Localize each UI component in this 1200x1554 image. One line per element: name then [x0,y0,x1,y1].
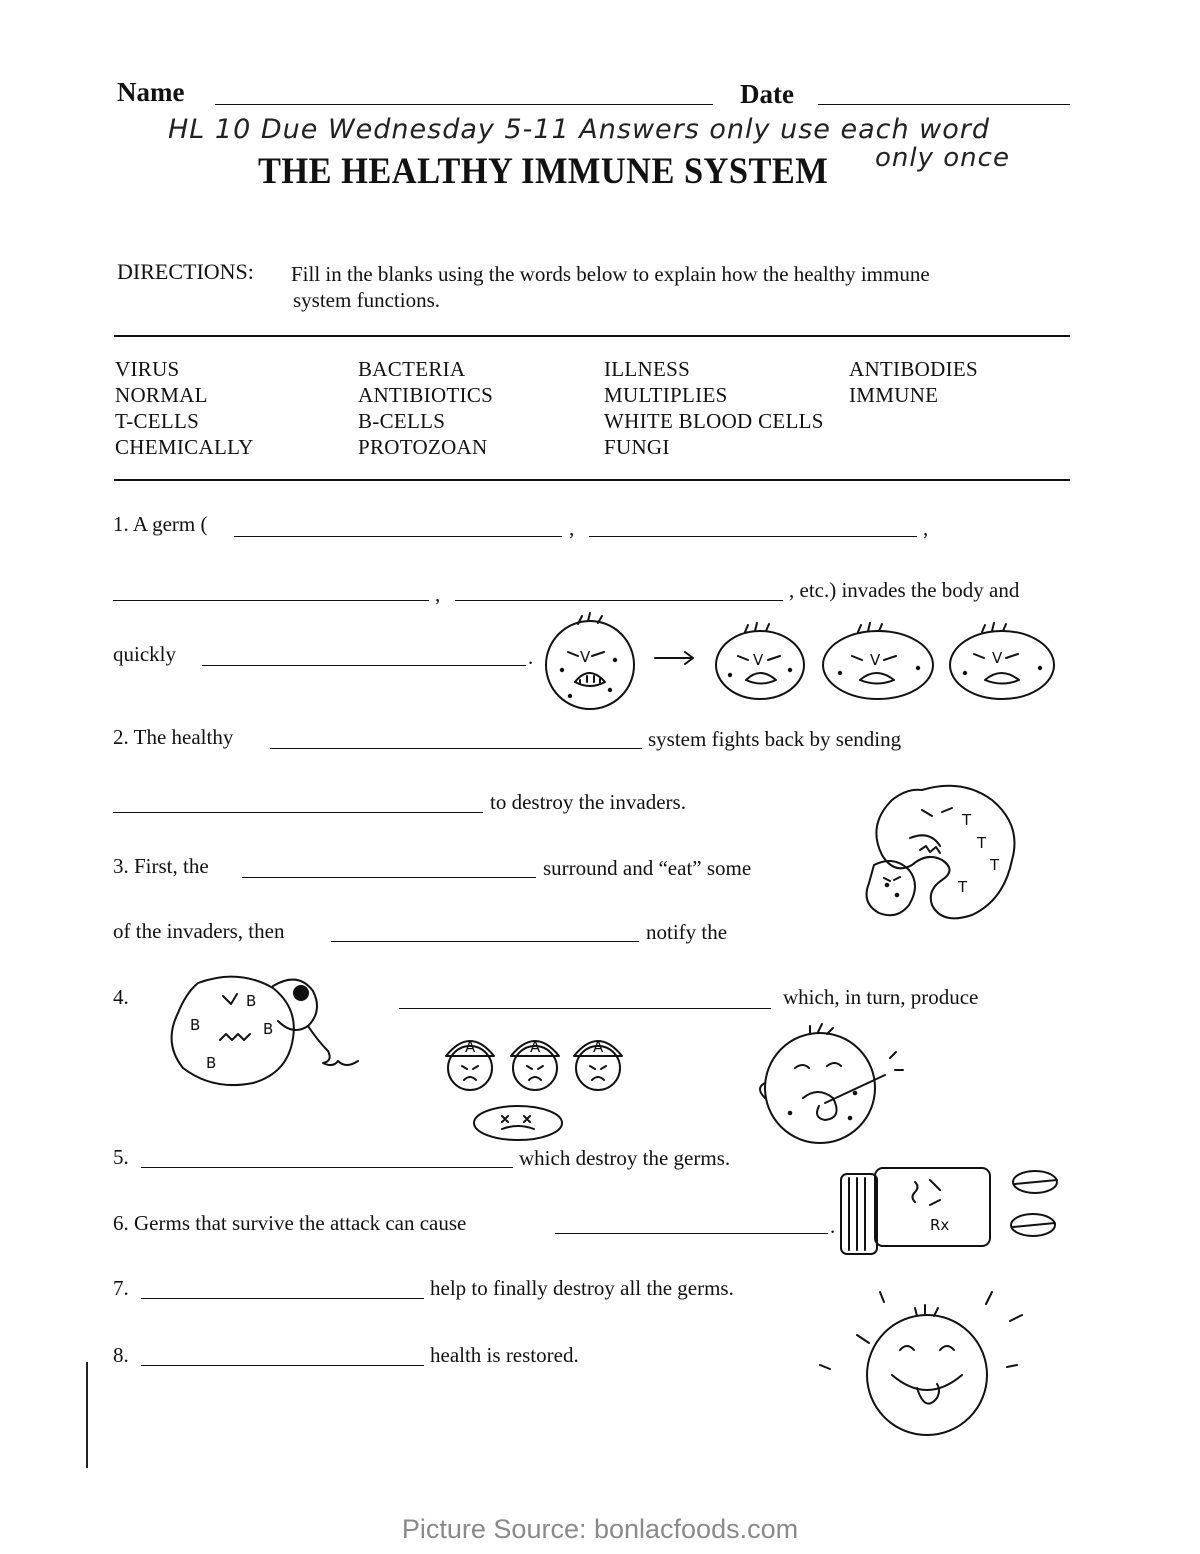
name-label: Name [117,77,185,107]
q2-blank-2[interactable] [113,812,483,813]
q1-comma: , [923,516,929,540]
svg-text:T: T [962,811,972,829]
q8-text-b: health is restored. [430,1343,579,1367]
svg-text:T: T [990,856,1000,874]
word-bank-item: WHITE BLOOD CELLS [604,409,824,433]
pill-bottle-icon [841,1168,990,1254]
svg-text:B: B [263,1020,274,1038]
q7-number: 7. [113,1276,129,1300]
q2-text-c: to destroy the invaders. [490,790,686,814]
q3-blank-1[interactable] [242,877,536,878]
q5-text-b: which destroy the germs. [519,1146,731,1170]
q3-blank-2[interactable] [331,941,639,942]
virus-icon [546,613,634,709]
svg-text:V: V [580,648,591,666]
svg-text:V: V [992,649,1003,667]
virus-icon [716,623,804,699]
q2-text-b: system fights back by sending [648,727,902,751]
q1-text-c: quickly [113,642,176,666]
directions-label: DIRECTIONS: [117,259,254,284]
q1-blank-3[interactable] [113,600,429,601]
virus-multiplying-drawing [540,610,1060,715]
picture-source: Picture Source: bonlacfoods.com [401,1514,799,1544]
q7-text-b: help to finally destroy all the germs. [430,1276,734,1300]
q1-comma: , [435,582,441,606]
q1-text-b: , etc.) invades the body and [789,578,1020,602]
t-cell-icon [876,786,1014,919]
arrow-icon [655,652,693,664]
word-bank-item: MULTIPLIES [604,383,728,407]
healthy-face-drawing [812,1280,1037,1440]
b-cell-drawing [168,968,363,1088]
handwritten-note-line1: HL 10 Due Wednesday 5-11 Answers only use each word [168,114,991,145]
word-bank-item: B-CELLS [358,409,446,433]
antibody-icon [446,1038,494,1090]
t-cell-drawing [862,780,1032,930]
svg-text:A: A [530,1038,541,1056]
q3-text-b: surround and “eat” some [543,856,752,880]
q5-number: 5. [113,1145,129,1169]
divider-bottom [114,479,1070,481]
q5-blank-1[interactable] [141,1167,513,1168]
word-bank-item: FUNGI [604,435,670,459]
q1-period: . [528,645,534,669]
directions-line1: Fill in the blanks using the words below to explain how the healthy immune [291,262,930,286]
q7-blank-1[interactable] [141,1298,424,1299]
page-title: THE HEALTHY IMMUNE SYSTEM [258,151,829,192]
q4-number: 4. [113,985,129,1009]
svg-text:T: T [958,878,968,896]
q8-blank-1[interactable] [141,1365,424,1366]
q2-text-a: 2. The healthy [113,725,234,749]
q4-text-b: which, in turn, produce [783,985,979,1009]
handwritten-note-line2: only once [875,143,1010,173]
q1-blank-2[interactable] [589,536,917,537]
word-bank-item: ANTIBIOTICS [358,383,494,407]
q8-number: 8. [113,1343,129,1367]
pill-icon [1011,1214,1055,1236]
margin-mark [86,1362,88,1468]
word-bank-item: ANTIBODIES [849,357,978,381]
word-bank-item: T-CELLS [115,409,200,433]
antibody-icon [574,1038,622,1090]
antibodies-drawing [440,1028,635,1143]
q1-blank-5[interactable] [202,665,526,666]
happy-face-icon [867,1315,987,1435]
svg-text:A: A [465,1038,476,1056]
svg-text:A: A [593,1038,604,1056]
q3-text-d: notify the [646,920,728,944]
word-bank-item: VIRUS [115,357,180,381]
svg-text:B: B [246,992,257,1010]
q6-period: . [830,1214,836,1238]
svg-text:Rx: Rx [930,1216,950,1234]
directions-line2: system functions. [293,288,440,312]
q2-blank-1[interactable] [270,748,642,749]
sick-face-drawing [755,1018,915,1148]
date-field[interactable] [818,104,1070,105]
q1-blank-4[interactable] [455,600,783,601]
q3-text-c: of the invaders, then [113,919,285,943]
word-bank-item: ILLNESS [604,357,691,381]
q1-text-a: 1. A germ ( [113,512,208,536]
date-label: Date [740,79,794,109]
q1-blank-1[interactable] [234,536,562,537]
word-bank-item: BACTERIA [358,357,466,381]
svg-text:B: B [206,1054,217,1072]
word-bank-item: IMMUNE [849,383,939,407]
word-bank-item: PROTOZOAN [358,435,488,459]
svg-text:B: B [190,1016,201,1034]
svg-text:T: T [977,834,987,852]
antibody-icon [511,1038,559,1090]
q3-text-a: 3. First, the [113,854,209,878]
q1-comma: , [569,516,575,540]
divider-top [114,335,1070,337]
virus-icon [823,623,933,699]
q6-text-a: 6. Germs that survive the attack can cause [113,1211,467,1235]
antibiotics-drawing [835,1160,1065,1260]
svg-text:V: V [753,651,764,669]
svg-text:V: V [870,651,881,669]
word-bank-item: NORMAL [115,383,208,407]
dead-germ-icon [474,1106,562,1140]
word-bank-item: CHEMICALLY [115,435,254,459]
q4-blank-1[interactable] [399,1008,771,1009]
virus-icon [950,623,1054,699]
virus-icon [867,861,915,915]
name-field[interactable] [215,104,713,105]
pill-icon [1013,1171,1057,1193]
q6-blank-1[interactable] [555,1233,828,1234]
